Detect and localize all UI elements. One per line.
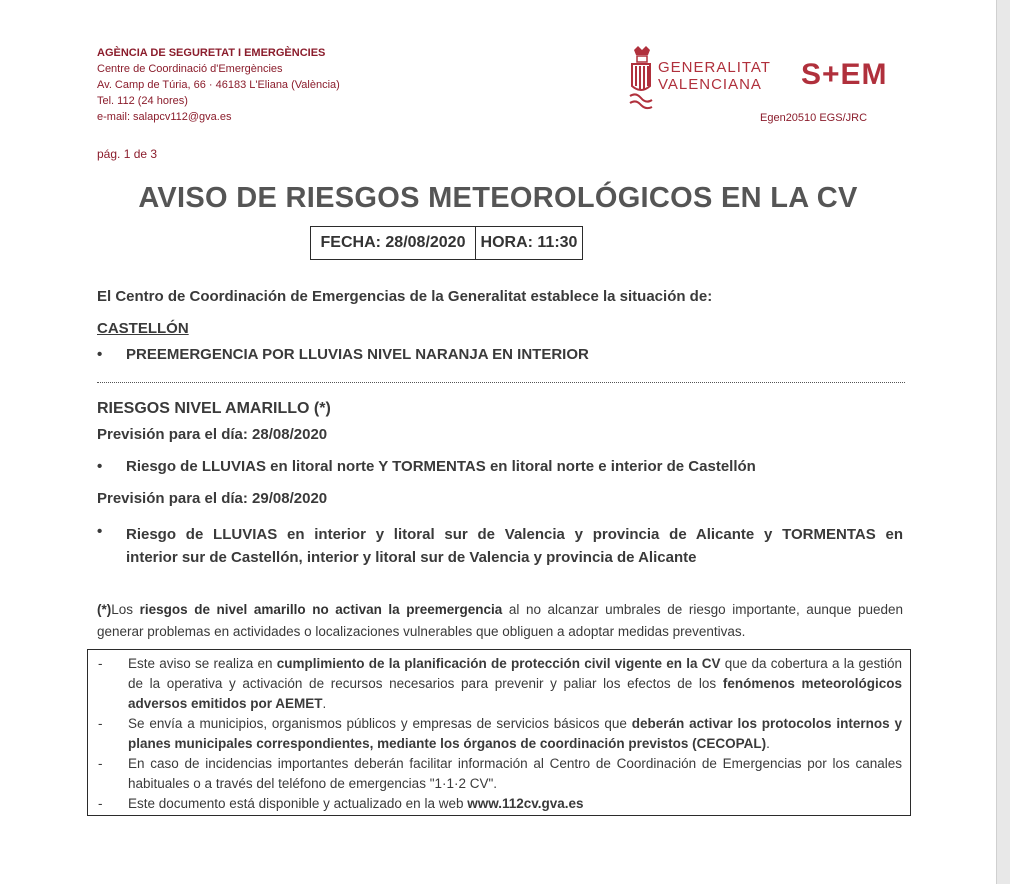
agency-name: AGÈNCIA DE SEGURETAT I EMERGÈNCIES bbox=[97, 47, 326, 59]
forecast-text-1: Riesgo de LLUVIAS en litoral norte Y TORMENTAS en litoral norte e interior de Castellón bbox=[126, 458, 756, 475]
forecast-text-2-line-2: interior sur de Castellón, interior y litoral sur de Valencia y provincia de Alicante bbox=[126, 549, 697, 566]
coat-of-arms-icon bbox=[628, 46, 654, 110]
forecast-label-1: Previsión para el día: 28/08/2020 bbox=[97, 426, 328, 443]
date-time-box bbox=[310, 226, 583, 260]
page-number: pág. 1 de 3 bbox=[97, 147, 158, 161]
forecast-bullet-2 bbox=[97, 523, 903, 569]
generalitat-logo-text bbox=[658, 59, 771, 93]
agency-phone: Tel. 112 (24 hores) bbox=[97, 95, 188, 107]
forecast-label-2: Previsión para el día: 29/08/2020 bbox=[97, 490, 328, 507]
region-heading: CASTELLÓN bbox=[97, 320, 189, 337]
sem-logo: S+EM bbox=[801, 58, 888, 91]
yellow-level-note bbox=[97, 599, 903, 643]
info-item-4-text: Este documento está disponible y actualizado en la web www.112cv.gva.es bbox=[128, 796, 584, 811]
agency-center: Centre de Coordinació d'Emergències bbox=[97, 63, 283, 75]
note-text-2: al no alcanzar umbrales de riesgo importante, aunque pueden generar problemas en actividades o localizaciones vulnerables que obliguen a adoptar medidas preventivas. bbox=[97, 602, 903, 639]
time-cell: HORA: 11:30 bbox=[480, 234, 578, 251]
info-item-2-text: Se envía a municipios, organismos públicos y empresas de servicios básicos que deberán activar los protocolos internos y planes municipales correspondientes, mediante los órganos de coordinación previstos (CECOPAL). bbox=[128, 716, 902, 751]
logo-line-1: GENERALITAT bbox=[658, 59, 771, 76]
bullet-icon: • bbox=[97, 523, 103, 540]
forecast-bullet-1 bbox=[97, 458, 903, 478]
info-item-3 bbox=[98, 754, 902, 794]
info-item-3-text: En caso de incidencias importantes deberán facilitar información al Centro de Coordinación de Emergencias por los canales habituales o a través del teléfono de emergencias "1·1·2 CV". bbox=[128, 756, 902, 791]
logo-line-2: VALENCIANA bbox=[658, 76, 762, 93]
agency-email: e-mail: salapcv112@gva.es bbox=[97, 111, 232, 123]
dash-icon: - bbox=[98, 656, 103, 671]
info-item-4 bbox=[98, 794, 902, 814]
forecast-text-2 bbox=[126, 523, 903, 569]
info-item-2 bbox=[98, 714, 902, 754]
situation-text: PREEMERGENCIA POR LLUVIAS NIVEL NARANJA EN INTERIOR bbox=[126, 346, 589, 363]
website-link[interactable]: www.112cv.gva.es bbox=[467, 796, 584, 811]
page-title: AVISO DE RIESGOS METEOROLÓGICOS EN LA CV bbox=[138, 182, 858, 214]
agency-contact-block bbox=[97, 45, 340, 125]
note-mark: (*) bbox=[97, 602, 112, 617]
dotted-divider bbox=[97, 382, 905, 383]
generalitat-logo bbox=[628, 46, 778, 110]
intro-text: El Centro de Coordinación de Emergencias de la Generalitat establece la situación de: bbox=[97, 288, 713, 305]
forecast-text-2-line-1: Riesgo de LLUVIAS en interior y litoral sur de Valencia y provincia de Alicante y TORMENTAS en bbox=[126, 526, 903, 543]
dash-icon: - bbox=[98, 796, 103, 811]
agency-address: Av. Camp de Túria, 66 · 46183 L'Eliana (València) bbox=[97, 79, 340, 91]
date-cell: FECHA: 28/08/2020 bbox=[311, 227, 476, 259]
note-bold-text: riesgos de nivel amarillo no activan la preemergencia bbox=[139, 602, 503, 617]
dash-icon: - bbox=[98, 716, 103, 731]
yellow-risk-heading: RIESGOS NIVEL AMARILLO (*) bbox=[97, 400, 331, 417]
info-box bbox=[87, 649, 911, 816]
document-reference: Egen20510 EGS/JRC bbox=[760, 112, 868, 124]
info-item-1 bbox=[98, 654, 902, 714]
info-item-1-text: Este aviso se realiza en cumplimiento de la planificación de protección civil vigente en la CV que da cobertura a la gestión de la operativa y activación de recursos necesarios para prevenir y paliar los efectos de los fenómenos meteorológicos adversos emitidos por AEMET. bbox=[128, 656, 903, 711]
bullet-icon: • bbox=[97, 346, 103, 363]
bullet-icon: • bbox=[97, 458, 103, 475]
note-text-1: Los bbox=[111, 602, 140, 617]
dash-icon: - bbox=[98, 756, 103, 771]
